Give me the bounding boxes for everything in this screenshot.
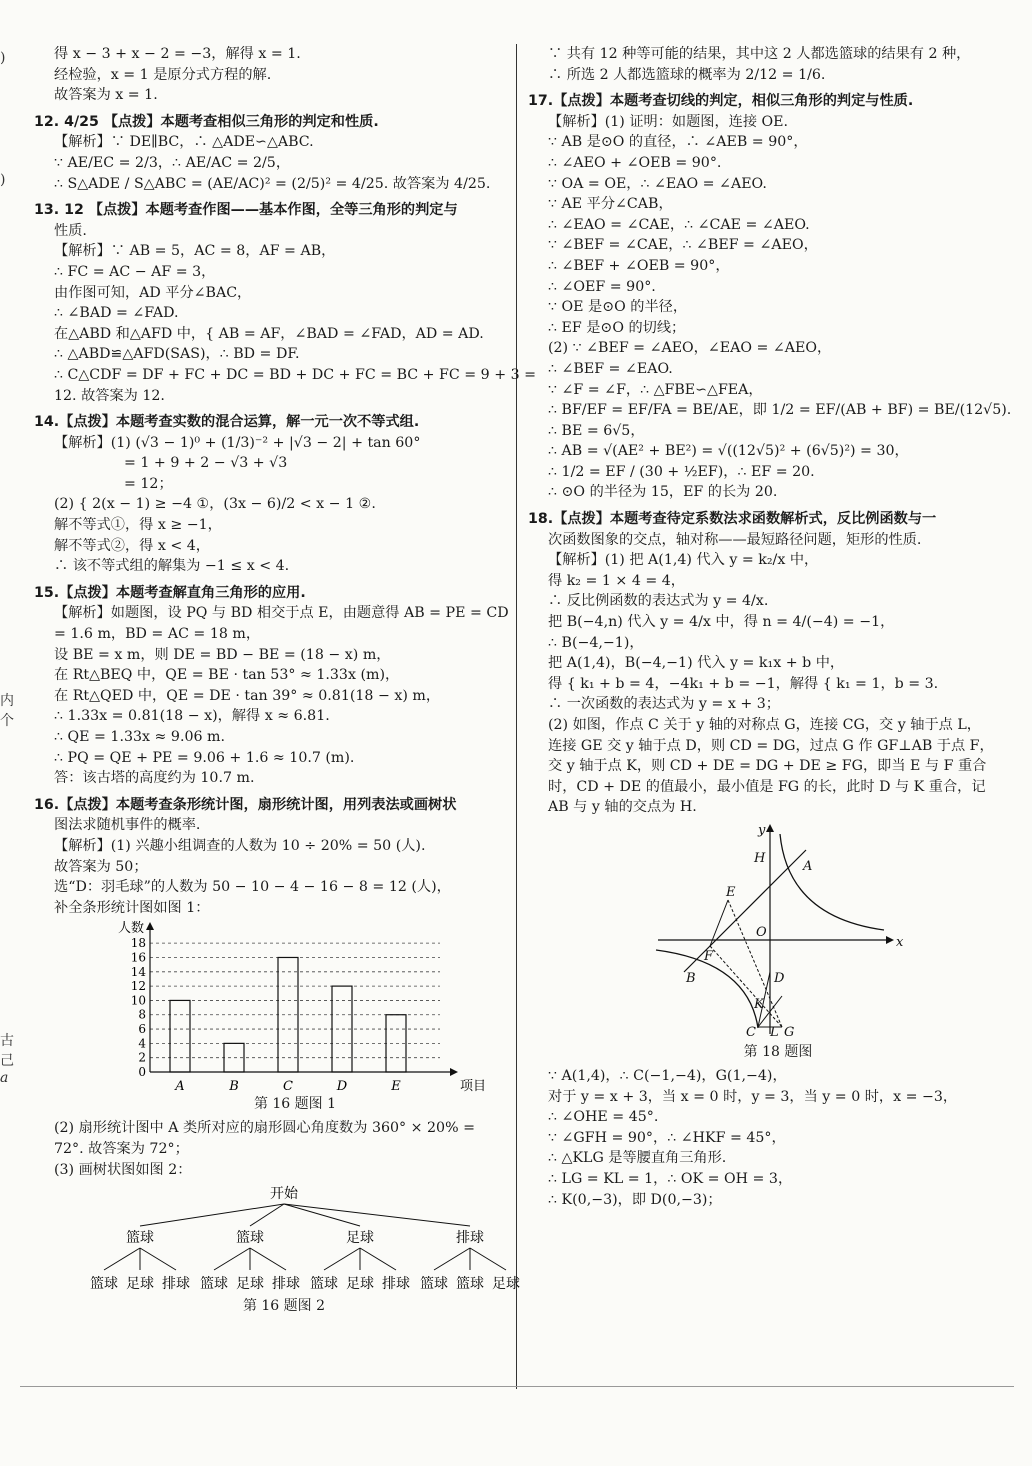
text-line: (2) { 2(x − 1) ≥ −4 ①，(3x − 6)/2 < x − 1 ②. (54, 496, 376, 513)
text-line: 72°. 故答案为 72°； (54, 1140, 189, 1157)
tree-edge (470, 1248, 506, 1270)
text-line: 对于 y = x + 3，当 x = 0 时，y = 3，当 y = 0 时，x = −3， (548, 1088, 958, 1105)
tree-edge (250, 1248, 286, 1270)
text-line: ∴ ∠AEO + ∠OEB = 90°. (548, 154, 722, 171)
text-line: ∴ 1.33x = 0.81(18 − x)，解得 x ≈ 6.81. (54, 708, 330, 725)
label-b: B (686, 970, 696, 986)
text-line: ∴ C△CDF = DF + FC + DC = BD + DC + FC = BC + FC = 9 + 3 = (54, 366, 537, 383)
x-tick-label: C (283, 1079, 293, 1095)
label-c: C (746, 1024, 756, 1040)
label-y: y (758, 822, 766, 838)
q14-heading: 14.【点拨】本题考查实数的混合运算，解一元一次不等式组. (34, 414, 420, 431)
text-line: 得 { k₁ + b = 4，−4k₁ + b = −1，解得 { k₁ = 1，b = 3. (548, 675, 939, 692)
segment-fg (710, 946, 782, 1027)
right-column (528, 44, 1012, 1210)
text-line: ∴ ∠OEF = 90°. (548, 278, 656, 295)
y-axis-arrow (146, 922, 154, 930)
text-line: 由作图可知，AD 平分∠BAC， (54, 284, 252, 301)
tree-level2-node: 排球 (272, 1276, 300, 1293)
x-axis-label: 项目 (460, 1079, 487, 1095)
text-line: ∴ BF/EF = EF/FA = BE/AE，即 1/2 = EF/(AB + BF) = BE/(12√5). (548, 402, 1012, 419)
text-line: ∵ ∠GFH = 90°，∴ ∠HKF = 45°， (548, 1129, 786, 1146)
tree-edge (140, 1204, 284, 1226)
tree-level1-node: 足球 (346, 1230, 374, 1247)
left-column (34, 44, 537, 1320)
line-ab (684, 850, 806, 972)
text-line: ∴ QE = 1.33x ≈ 9.06 m. (54, 729, 225, 745)
tree-level1-node: 篮球 (236, 1230, 264, 1247)
x-axis-arrow (886, 936, 894, 944)
label-k: K (754, 996, 764, 1012)
text-line: 在 Rt△BEQ 中，QE = BE · tan 53° ≈ 1.33x (m)， (54, 667, 400, 684)
y-tick-label: 10 (130, 993, 146, 1008)
bar-chart-caption: 第 16 题图 1 (253, 1096, 337, 1113)
text-line: (2) 如图，作点 C 关于 y 轴的对称点 G，连接 CG，交 y 轴于点 L， (548, 717, 981, 733)
text-line: 答：该古塔的高度约为 10.7 m. (54, 770, 255, 787)
edge-mark: 内 (0, 693, 14, 709)
edge-mark: ) (0, 50, 6, 66)
text-line: 故答案为 50； (54, 858, 148, 875)
label-l: L (770, 1024, 779, 1040)
y-tick-label: 16 (130, 950, 146, 965)
tree-root: 开始 (270, 1186, 298, 1203)
q15-heading: 15.【点拨】本题考查解直角三角形的应用. (34, 584, 306, 601)
x-tick-label: D (336, 1079, 348, 1095)
text-line: 得 k₂ = 1 × 4 = 4， (548, 572, 685, 589)
text-line: = 1 + 9 + 2 − √3 + √3 (124, 455, 288, 472)
q18-heading: 18.【点拨】本题考查待定系数法求函数解析式，反比例函数与一 (528, 511, 937, 528)
tree-level2-node: 足球 (126, 1276, 154, 1293)
text-line: 【解析】(1) (√3 − 1)⁰ + (1/3)⁻² + |√3 − 2| + tan 60° (54, 434, 421, 451)
text-line: 交 y 轴于点 K，则 CD + DE = DG + DE ≥ FG，即当 E 与 F 重合 (548, 758, 987, 775)
text-line: ∴ △KLG 是等腰直角三角形. (548, 1150, 727, 1167)
bar-a (170, 1001, 190, 1073)
tree-edge (434, 1248, 470, 1270)
text-line: ∵ 共有 12 种等可能的结果，其中这 2 人都选篮球的结果有 2 种， (548, 46, 971, 62)
text-line: ∴ 1/2 = EF / (30 + ½EF)，∴ EF = 20. (548, 463, 815, 480)
tree-diagram (64, 1184, 520, 1296)
text-line: ∴ ∠EAO = ∠CAE，∴ ∠CAE = ∠AEO. (548, 216, 810, 233)
x-tick-label: A (175, 1079, 185, 1095)
label-o: O (756, 924, 767, 940)
y-tick-label: 6 (138, 1022, 146, 1037)
tree-level2-node: 排球 (382, 1276, 410, 1293)
text-line: 把 A(1,4)，B(−4,−1) 代入 y = k₁x + b 中， (548, 655, 845, 672)
text-line: ∴ FC = AC − AF = 3， (54, 263, 216, 280)
text-line: ∴ 一次函数的表达式为 y = x + 3； (548, 696, 780, 713)
column-divider (516, 44, 517, 1389)
tree-level2-node: 篮球 (310, 1276, 338, 1293)
text-line: ∵ ∠BEF = ∠CAE，∴ ∠BEF = ∠AEO， (548, 237, 818, 254)
y-axis-arrow (766, 824, 774, 832)
text-line: 连接 GE 交 y 轴于点 D，则 CD = DG，过点 G 作 GF⊥AB 于点 F， (548, 737, 994, 754)
text-line: 把 B(−4,n) 代入 y = 4/x 中，得 n = 4/(−4) = −1， (548, 614, 895, 631)
x-tick-label: E (391, 1079, 401, 1095)
text-line: ∴ ∠BAD = ∠FAD. (54, 305, 179, 322)
y-tick-label: 18 (130, 936, 146, 951)
y-tick-label: 8 (138, 1008, 146, 1023)
y-tick-label: 14 (130, 965, 146, 980)
text-line: 解不等式①，得 x ≥ −1， (54, 517, 222, 534)
tree-diagram-caption: 第 16 题图 2 (242, 1298, 326, 1315)
text-line: 选“D：羽毛球”的人数为 50 − 10 − 4 − 16 − 8 = 12 (人)， (54, 879, 451, 896)
x-axis-arrow (450, 1068, 458, 1076)
text-line: ∵ AE 平分∠CAB， (548, 196, 673, 213)
text-line: 解不等式②，得 x < 4， (54, 537, 210, 554)
label-g: G (784, 1024, 795, 1040)
edge-mark: 古 (0, 1033, 14, 1049)
hyperbola-branch-q1 (780, 834, 884, 930)
q16-heading: 16.【点拨】本题考查条形统计图，扇形统计图，用列表法或画树状 (34, 796, 457, 813)
text-line: 在 Rt△QED 中，QE = DE · tan 39° ≈ 0.81(18 − x) m， (54, 687, 441, 704)
edge-mark: a (0, 1070, 9, 1086)
label-x: x (896, 934, 904, 950)
label-f: F (704, 948, 714, 964)
text-line: 故答案为 x = 1. (54, 87, 158, 104)
text-line: ∴ B(−4,−1)， (548, 634, 644, 651)
tree-level2-node: 足球 (236, 1276, 264, 1293)
text-line: ∴ 反比例函数的表达式为 y = 4/x. (548, 593, 769, 610)
tree-edge (360, 1248, 396, 1270)
bar-chart (110, 921, 487, 1095)
text-line: (2) ∵ ∠BEF = ∠AEO，∠EAO = ∠AEO， (548, 340, 832, 357)
label-h: H (754, 850, 766, 866)
text-line: ∴ BE = 6√5， (548, 422, 645, 439)
text-line: ∴ ⊙O 的半径为 15，EF 的长为 20. (548, 484, 778, 501)
text-line: ∵ AB 是⊙O 的直径，∴ ∠AEB = 90°， (548, 134, 808, 151)
text-line: 次函数图象的交点，轴对称——最短路径问题，矩形的性质. (548, 531, 922, 548)
y-tick-label: 0 (138, 1065, 146, 1080)
y-tick-label: 2 (138, 1051, 146, 1066)
tree-level2-node: 篮球 (420, 1276, 448, 1293)
text-line: 【解析】(1) 证明：如题图，连接 OE. (548, 113, 789, 130)
text-line: 得 x − 3 + x − 2 = −3，解得 x = 1. (54, 46, 301, 62)
edge-mark: ) (0, 172, 6, 188)
tree-edge (284, 1204, 360, 1226)
figure-18 (528, 822, 1006, 1062)
text-line: ∵ OE 是⊙O 的半径， (548, 299, 688, 316)
tree-level2-node: 篮球 (200, 1276, 228, 1293)
tree-level1-node: 篮球 (126, 1230, 154, 1247)
text-line: ∴ K(0,−3)，即 D(0,−3)； (548, 1191, 722, 1208)
text-line: 【解析】∵ AB = 5，AC = 8，AF = AB， (54, 243, 336, 260)
y-axis-label: 人数 (117, 921, 144, 937)
text-line: ∴ △ABD≌△AFD(SAS)，∴ BD = DF. (54, 346, 300, 363)
text-line: ∵ OA = OE，∴ ∠EAO = ∠AEO. (548, 175, 767, 192)
edge-mark: 个 (0, 713, 14, 729)
tree-level2-node: 足球 (346, 1276, 374, 1293)
tree-edge (140, 1248, 176, 1270)
text-line: 设 BE = x m，则 DE = BD − BE = (18 − x) m， (54, 646, 391, 663)
tree-level2-node: 篮球 (90, 1276, 118, 1293)
text-line: = 1.6 m，BD = AC = 18 m， (54, 626, 261, 643)
q12-heading: 12. 4/25 【点拨】本题考查相似三角形的判定和性质. (34, 113, 379, 130)
text-line: 补全条形统计图如图 1： (54, 899, 210, 916)
text-line: 性质. (54, 222, 87, 239)
tree-level1-node: 排球 (456, 1230, 484, 1247)
tree-edge (104, 1248, 140, 1270)
text-line: ∵ A(1,4)，∴ C(−1,−4)，G(1,−4)， (548, 1067, 787, 1084)
text-line: ∴ EF 是⊙O 的切线； (548, 319, 686, 336)
q13-heading: 13. 12 【点拨】本题考查作图——基本作图，全等三角形的判定与 (34, 202, 458, 219)
text-line: ∵ ∠F = ∠F，∴ △FBE∽△FEA， (548, 381, 763, 398)
text-line: 在△ABD 和△AFD 中，{ AB = AF，∠BAD = ∠FAD，AD = AD. (54, 325, 484, 342)
label-a: A (803, 858, 813, 874)
tree-diagram-figure (34, 1184, 520, 1316)
text-line: ∴ 所选 2 人都选篮球的概率为 2/12 = 1/6. (548, 66, 826, 83)
text-line: 【解析】如题图，设 PQ 与 BD 相交于点 E，由题意得 AB = PE = CD (54, 605, 509, 622)
tree-edge (250, 1204, 284, 1226)
text-line: ∵ AE/EC = 2/3，∴ AE/AC = 2/5， (54, 154, 291, 171)
segment-fe (710, 900, 728, 946)
tree-level2-node: 排球 (162, 1276, 190, 1293)
y-tick-label: 12 (130, 979, 146, 994)
tree-edge (214, 1248, 250, 1270)
bottom-rule (20, 1386, 1014, 1387)
text-line: ∴ LG = KL = 1，∴ OK = OH = 3， (548, 1170, 793, 1187)
label-e: E (726, 884, 736, 900)
q17-heading: 17.【点拨】本题考查切线的判定，相似三角形的判定与性质. (528, 93, 914, 110)
label-d: D (774, 970, 785, 986)
text-line: (3) 画树状图如图 2： (54, 1161, 192, 1178)
text-line: = 12； (124, 475, 173, 492)
bar-chart-figure (34, 922, 508, 1114)
figure-18-caption: 第 18 题图 (743, 1043, 813, 1060)
text-line: ∴ S△ADE / S△ABC = (AE/AC)² = (2/5)² = 4/25. 故答案为 4/25. (54, 175, 491, 192)
text-line: 12. 故答案为 12. (54, 387, 165, 404)
text-line: (2) 扇形统计图中 A 类所对应的扇形圆心角度数为 360° × 20% = (54, 1120, 475, 1137)
x-tick-label: B (229, 1079, 239, 1095)
page-edge-marks (0, 0, 14, 1466)
text-line: ∴ ∠BEF = ∠EAO. (548, 360, 673, 377)
tree-edge (284, 1204, 470, 1226)
text-line: 图法求随机事件的概率. (54, 817, 201, 834)
text-line: 【解析】(1) 兴趣小组调查的人数为 10 ÷ 20% = 50 (人). (54, 837, 426, 854)
text-line: 时，CD + DE 的值最小，最小值是 FG 的长，此时 D 与 K 重合，记 (548, 778, 986, 795)
text-line: ∴ 该不等式组的解集为 −1 ≤ x < 4. (54, 558, 290, 575)
figure-18-graph (648, 822, 908, 1042)
tree-edge (324, 1248, 360, 1270)
text-line: 【解析】(1) 把 A(1,4) 代入 y = k₂/x 中， (548, 552, 819, 569)
text-line: ∴ AB = √(AE² + BE²) = √((12√5)² + (6√5)²) = 30， (548, 443, 909, 460)
text-line: 【解析】∵ DE∥BC，∴ △ADE∽△ABC. (54, 134, 314, 151)
text-line: AB 与 y 轴的交点为 H. (548, 799, 697, 816)
text-line: ∴ ∠BEF + ∠OEB = 90°， (548, 257, 730, 274)
tree-level2-node: 足球 (492, 1276, 520, 1293)
text-line: ∴ PQ = QE + PE = 9.06 + 1.6 ≈ 10.7 (m). (54, 749, 355, 766)
text-line: 经检验，x = 1 是原分式方程的解. (54, 66, 272, 83)
y-tick-label: 4 (138, 1036, 146, 1051)
text-line: ∴ ∠OHE = 45°. (548, 1109, 659, 1126)
edge-mark: 己 (0, 1053, 14, 1069)
tree-level2-node: 篮球 (456, 1276, 484, 1293)
